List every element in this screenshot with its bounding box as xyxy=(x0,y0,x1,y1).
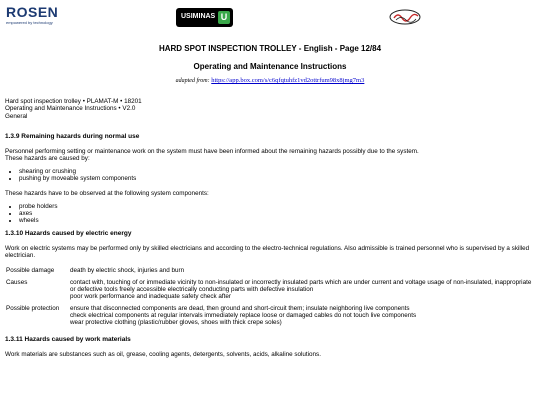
section-heading-1-3-10: 1.3.10 Hazards caused by electric energy xyxy=(5,229,132,237)
table-row xyxy=(6,305,535,331)
table-value-line: death by electric shock, injuries and burn xyxy=(70,267,185,275)
table-value xyxy=(70,305,535,331)
table-key: Causes xyxy=(6,278,28,286)
table-value xyxy=(70,267,535,278)
list-item: • probe holders xyxy=(19,203,535,210)
meta-line-manual: Operating and Maintenance Instructions • V2.0 xyxy=(5,105,136,113)
list-item: • axes xyxy=(19,210,535,217)
table-value-line: ensure that disconnected components are dead, then ground and short-circuit them; insulate neighboring live components xyxy=(70,304,410,312)
source-link[interactable]: https://app.box.com/s/c6qfqtuhfz1vd2ottrfum98x8jmg7m3 xyxy=(211,77,365,84)
rosen-logo-word: ROSEN xyxy=(6,4,59,20)
table-value-line: wear protective clothing (plastic/rubber gloves, shoes with thick crepe soles) xyxy=(70,319,282,327)
list-item: • wheels xyxy=(19,217,535,224)
meta-line-section: General xyxy=(5,112,28,120)
system-component-list xyxy=(5,203,535,225)
meta-line-product: Hard spot inspection trolley • PLAMAT-M • 18201 xyxy=(5,98,142,105)
table-value-line: contact with, touching of or immediate vicinity to non-insulated or incorrectly insulated parts which are under current and voltage usage of non-insulated, inappropriate or defective tools freely accessible electrically conducting parts with defective insulation xyxy=(70,278,532,294)
rosen-logo-tagline: empowered by technology xyxy=(6,20,53,25)
section-heading-1-3-9: 1.3.9 Remaining hazards during normal use xyxy=(5,132,140,140)
paragraph: Personnel performing setting or maintenance work on the system must have been informed about the remaining hazards possibly due to the system. xyxy=(5,148,419,156)
usiminas-logo-word: USIMINAS xyxy=(181,13,216,20)
hazard-cause-list xyxy=(5,168,535,183)
table-key: Possible damage xyxy=(6,267,55,275)
table-value-line: check electrical components at regular intervals immediately replace loose or damaged cables do not touch live components xyxy=(70,311,417,319)
logo-header xyxy=(0,0,540,32)
adapted-from-line xyxy=(0,77,540,84)
table-value-line: poor work performance and inadequate safety check after xyxy=(70,293,232,301)
table-row xyxy=(6,267,535,278)
paragraph: These hazards have to be observed at the following system components: xyxy=(5,190,209,198)
adapted-label: adapted from: xyxy=(175,78,210,84)
usiminas-logo xyxy=(176,8,233,27)
table-key: Possible protection xyxy=(6,304,60,312)
section-heading-1-3-11: 1.3.11 Hazards caused by work materials xyxy=(5,335,131,343)
document-body xyxy=(5,98,535,358)
list-item: • shearing or crushing xyxy=(19,168,535,175)
document-title: HARD SPOT INSPECTION TROLLEY - English - Page 12/84 xyxy=(158,44,382,53)
paragraph: Work materials are substances such as oil, grease, cooling agents, detergents, solvents, acids, alkaline solutions. xyxy=(5,350,321,358)
table-value xyxy=(70,279,535,305)
table-row xyxy=(6,279,535,305)
rosen-logo xyxy=(6,4,86,26)
document-subtitle: Operating and Maintenance Instructions xyxy=(193,62,347,71)
paragraph: Work on electric systems may be performed only by skilled electricians and according to the electro-technical regulations. Also admissible is trained personnel who is supervised by a skilled electrician. xyxy=(5,244,530,260)
electric-hazard-table xyxy=(6,267,535,330)
list-item: • pushing by moveable system components xyxy=(19,175,535,182)
tercero-logo-icon xyxy=(388,7,422,27)
paragraph: These hazards are caused by: xyxy=(5,155,90,163)
usiminas-u-icon: U xyxy=(218,11,230,24)
